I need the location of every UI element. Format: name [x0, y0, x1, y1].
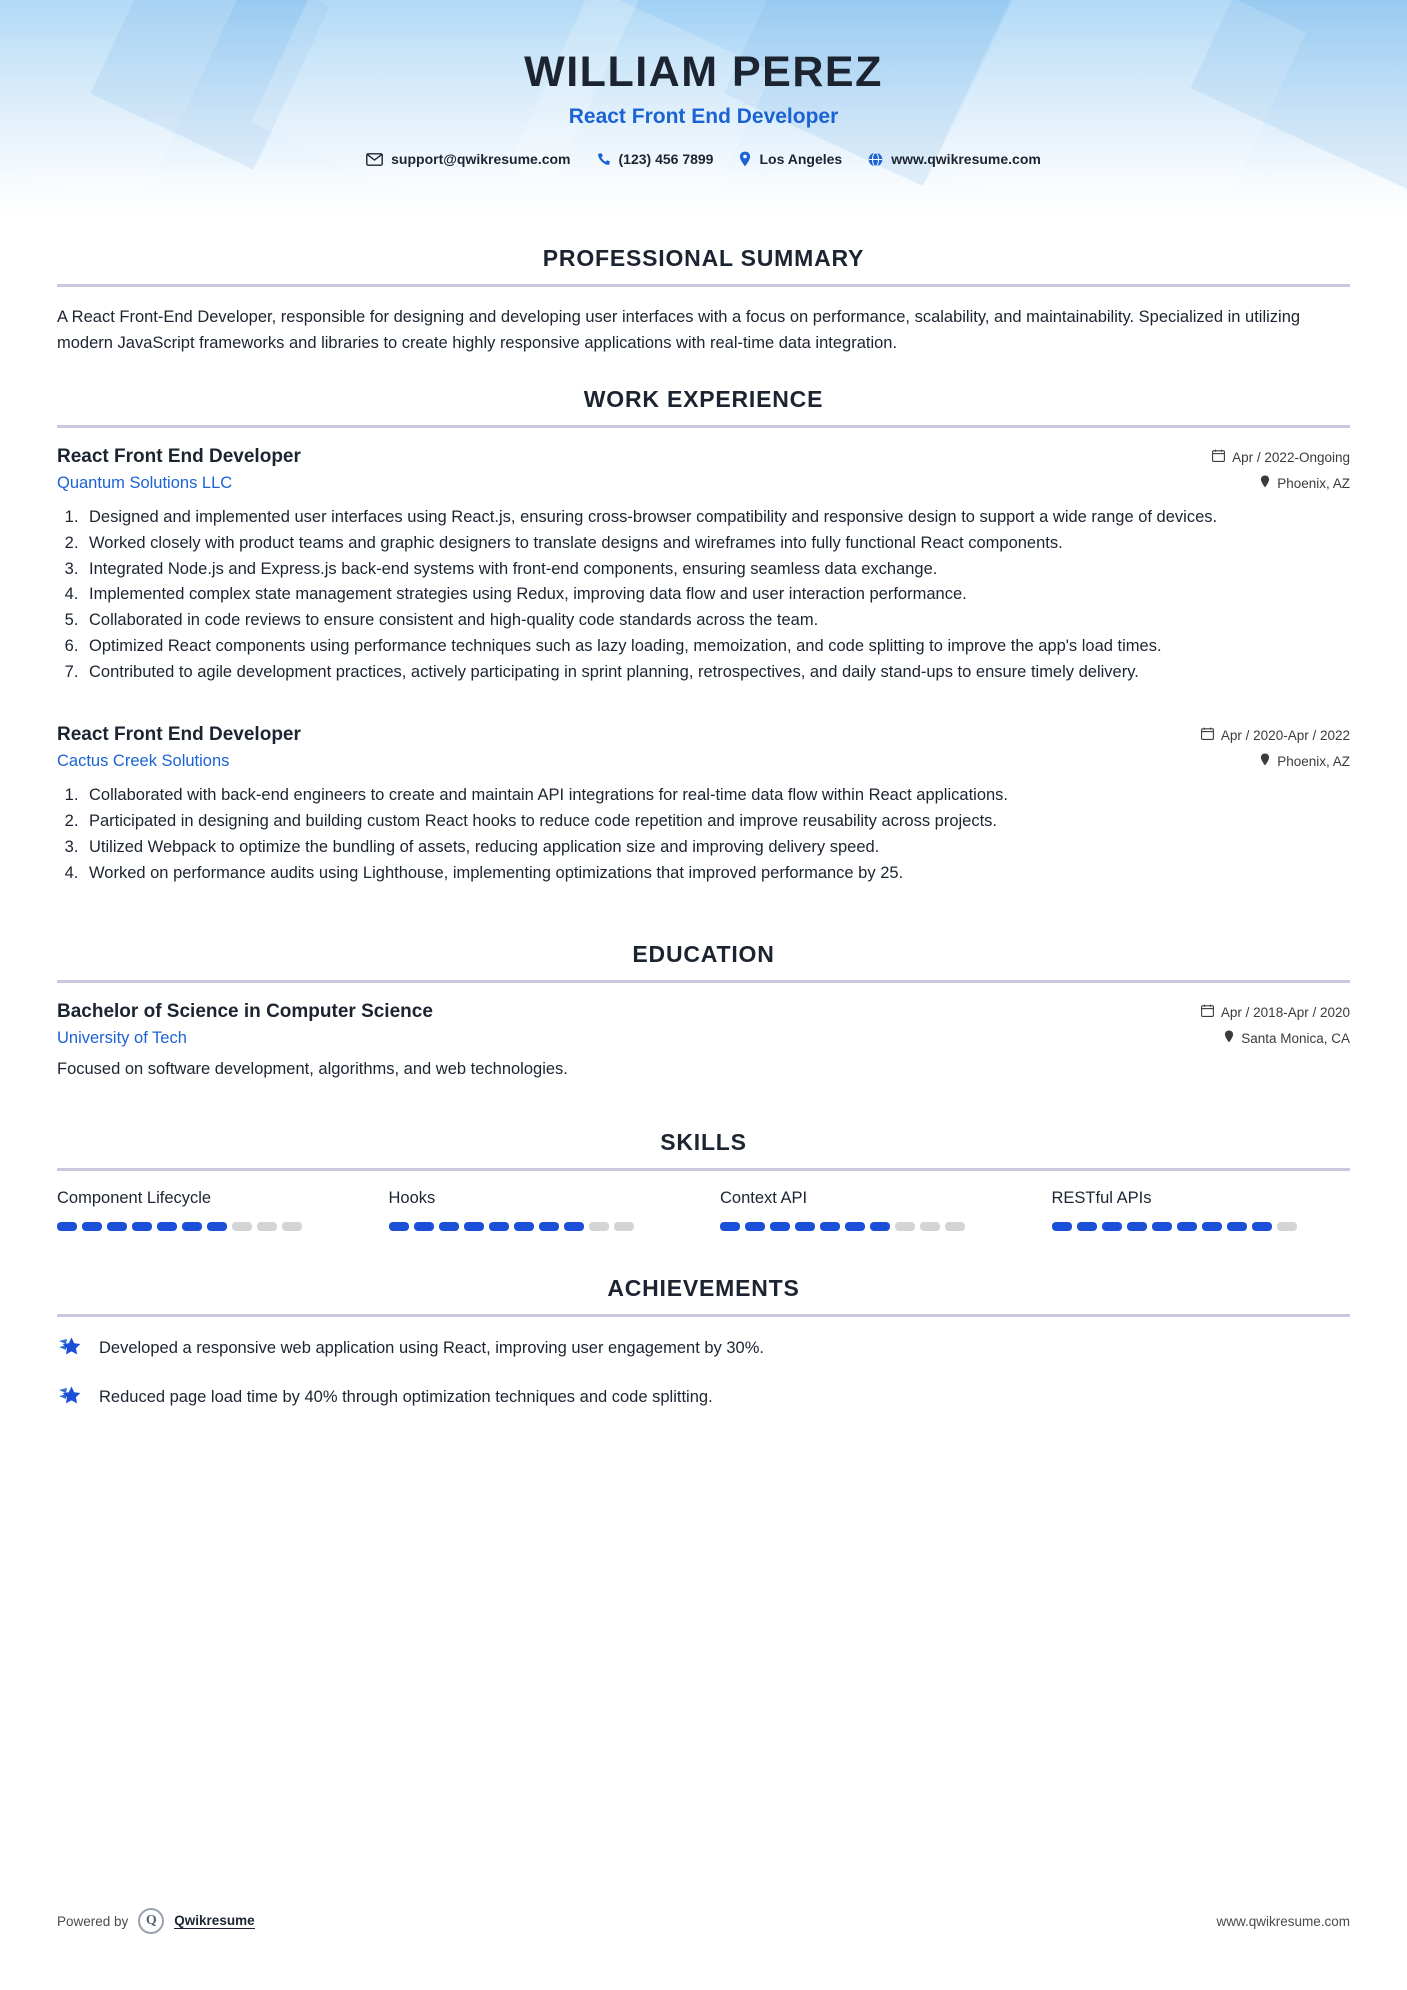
- contact-email[interactable]: [366, 151, 570, 167]
- summary-text: A React Front-End Developer, responsible for designing and developing user interfaces with a focus on performance, scalability, and maintainability. Specialized in utilizing modern JavaScript frameworks and libraries to create highly responsive applications with real-time data integration.: [57, 308, 1301, 352]
- skill-dot: [489, 1222, 509, 1231]
- skill-dot: [232, 1222, 252, 1231]
- bullet-item: 3. Integrated Node.js and Express.js back-end systems with front-end components, ensuring seamless data exchange.: [83, 557, 1350, 582]
- skill-dot: [1227, 1222, 1247, 1231]
- experience-role: React Front End Developer: [57, 724, 301, 746]
- experience-location: Phoenix, AZ: [1277, 753, 1350, 769]
- education-school: University of Tech: [57, 1029, 187, 1048]
- contact-location-text: Los Angeles: [759, 151, 843, 167]
- achievement-item: [57, 1335, 1350, 1364]
- star-badge-icon: [57, 1384, 83, 1413]
- bullet-item: 7. Contributed to agile development practices, actively participating in sprint planning, retrospectives, and daily stand-ups to ensure timely delivery.: [83, 660, 1350, 685]
- bullet-item: 4. Implemented complex state management strategies using Redux, improving data flow and user interaction performance.: [83, 582, 1350, 607]
- skill-item: [1052, 1189, 1351, 1231]
- skill-name: Component Lifecycle: [57, 1189, 212, 1208]
- experience-entry: [57, 724, 1350, 885]
- achievement-text: Developed a responsive web application using React, improving user engagement by 30%.: [99, 1339, 764, 1358]
- skill-item: [389, 1189, 688, 1231]
- skill-dot: [564, 1222, 584, 1231]
- skill-dot: [257, 1222, 277, 1231]
- experience-company: Cactus Creek Solutions: [57, 752, 230, 771]
- location-pin-icon: [739, 151, 751, 167]
- skill-dot: [1177, 1222, 1197, 1231]
- experience-dates: Apr / 2022-Ongoing: [1232, 449, 1350, 465]
- experience-bullets: [83, 783, 1350, 885]
- location-pin-icon: [1260, 753, 1270, 769]
- powered-by-block: [57, 1908, 255, 1934]
- skill-dot: [132, 1222, 152, 1231]
- experience-location-wrap: [1260, 475, 1350, 491]
- skill-name: Hooks: [388, 1189, 436, 1208]
- globe-icon: [868, 152, 883, 167]
- experience-dates: Apr / 2020-Apr / 2022: [1220, 727, 1350, 743]
- achievement-item: [57, 1384, 1350, 1413]
- skill-dot: [795, 1222, 815, 1231]
- bullet-item: 2. Worked closely with product teams and graphic designers to translate designs and wireframes into fully functional React components.: [83, 531, 1350, 556]
- calendar-icon: [1212, 449, 1225, 465]
- skill-level-dots: [720, 1222, 1019, 1231]
- skill-dot: [57, 1222, 77, 1231]
- education-entry: [57, 1001, 1350, 1079]
- skill-dot: [870, 1222, 890, 1231]
- section-title-skills: SKILLS: [660, 1129, 747, 1156]
- skill-dot: [1052, 1222, 1072, 1231]
- experience-dates-wrap: [1212, 449, 1350, 465]
- skill-level-dots: [1052, 1222, 1351, 1231]
- experience-dates-wrap: [1201, 727, 1350, 743]
- calendar-icon: [1201, 727, 1214, 743]
- contact-phone-text: (123) 456 7899: [618, 151, 714, 167]
- footer: [57, 1908, 1350, 1934]
- header-banner: [0, 0, 1407, 215]
- skill-dot: [820, 1222, 840, 1231]
- skill-level-dots: [389, 1222, 688, 1231]
- qwikresume-logo-icon: Q: [138, 1908, 164, 1934]
- candidate-name: WILLIAM PEREZ: [524, 48, 883, 96]
- bullet-item: 4. Worked on performance audits using Lighthouse, implementing optimizations that improved performance by 25.: [83, 861, 1350, 886]
- skill-dot: [1127, 1222, 1147, 1231]
- skill-dot: [439, 1222, 459, 1231]
- skill-dot: [514, 1222, 534, 1231]
- skill-item: [720, 1189, 1019, 1231]
- skill-dot: [1102, 1222, 1122, 1231]
- skill-dot: [1252, 1222, 1272, 1231]
- education-location: Santa Monica, CA: [1241, 1030, 1350, 1046]
- skill-name: RESTful APIs: [1051, 1189, 1152, 1208]
- divider: [57, 284, 1350, 287]
- skill-dot: [770, 1222, 790, 1231]
- qwikresume-brand-link[interactable]: Qwikresume: [174, 1913, 255, 1928]
- education-degree: Bachelor of Science in Computer Science: [57, 1001, 433, 1023]
- divider: [57, 1314, 1350, 1317]
- skill-level-dots: [57, 1222, 356, 1231]
- resume-body: [0, 245, 1407, 1413]
- section-title-achievements: ACHIEVEMENTS: [607, 1275, 800, 1302]
- bullet-item: 3. Utilized Webpack to optimize the bundling of assets, reducing application size and improving delivery speed.: [83, 835, 1350, 860]
- contact-email-text: support@qwikresume.com: [391, 151, 571, 167]
- star-badge-icon: [57, 1335, 83, 1364]
- experience-location-wrap: [1260, 753, 1350, 769]
- location-pin-icon: [1260, 475, 1270, 491]
- divider: [57, 980, 1350, 983]
- skill-dot: [282, 1222, 302, 1231]
- phone-icon: [597, 152, 611, 166]
- bullet-item: 6. Optimized React components using performance techniques such as lazy loading, memoization, and code splitting to improve the app's load times.: [83, 634, 1350, 659]
- skill-dot: [539, 1222, 559, 1231]
- skill-dot: [157, 1222, 177, 1231]
- skills-grid: [57, 1189, 1350, 1231]
- skill-dot: [207, 1222, 227, 1231]
- education-location-wrap: [1224, 1030, 1350, 1046]
- skill-dot: [464, 1222, 484, 1231]
- bullet-item: 1. Collaborated with back-end engineers to create and maintain API integrations for real-time data flow within React applications.: [83, 783, 1350, 808]
- skill-dot: [182, 1222, 202, 1231]
- section-title-summary: PROFESSIONAL SUMMARY: [542, 245, 865, 271]
- candidate-job-title: React Front End Developer: [568, 105, 839, 128]
- experience-entry: [57, 446, 1350, 684]
- section-title-experience: WORK EXPERIENCE: [583, 386, 824, 413]
- skill-dot: [920, 1222, 940, 1231]
- skill-dot: [107, 1222, 127, 1231]
- skill-dot: [82, 1222, 102, 1231]
- experience-bullets: [83, 505, 1350, 684]
- contact-website[interactable]: [868, 151, 1041, 167]
- education-description: Focused on software development, algorithms, and web technologies.: [57, 1060, 568, 1079]
- experience-company: Quantum Solutions LLC: [57, 474, 233, 493]
- skill-dot: [745, 1222, 765, 1231]
- section-title-education: EDUCATION: [632, 941, 775, 968]
- location-pin-icon: [1224, 1030, 1234, 1046]
- achievement-text: Reduced page load time by 40% through optimization techniques and code splitting.: [99, 1388, 713, 1407]
- powered-by-label: Powered by: [57, 1913, 129, 1929]
- footer-website[interactable]: www.qwikresume.com: [1216, 1913, 1350, 1929]
- bullet-item: 2. Participated in designing and building custom React hooks to reduce code repetition and improve reusability across projects.: [83, 809, 1350, 834]
- skill-dot: [720, 1222, 740, 1231]
- education-dates: Apr / 2018-Apr / 2020: [1220, 1004, 1350, 1020]
- skill-dot: [1277, 1222, 1297, 1231]
- spacer: [57, 690, 1350, 724]
- experience-role: React Front End Developer: [57, 446, 301, 468]
- skill-dot: [389, 1222, 409, 1231]
- education-dates-wrap: [1201, 1004, 1350, 1020]
- calendar-icon: [1201, 1004, 1214, 1020]
- skill-dot: [1077, 1222, 1097, 1231]
- contact-row: [0, 151, 1407, 167]
- skill-dot: [1152, 1222, 1172, 1231]
- bullet-item: 1. Designed and implemented user interfaces using React.js, ensuring cross-browser compatibility and responsive design to support a wide range of devices.: [83, 505, 1350, 530]
- contact-location[interactable]: [739, 151, 842, 167]
- bullet-item: 5. Collaborated in code reviews to ensure consistent and high-quality code standards across the team.: [83, 608, 1350, 633]
- skill-dot: [945, 1222, 965, 1231]
- skill-dot: [1202, 1222, 1222, 1231]
- divider: [57, 1168, 1350, 1171]
- skill-name: Context API: [720, 1189, 808, 1208]
- divider: [57, 425, 1350, 428]
- skill-dot: [414, 1222, 434, 1231]
- skill-dot: [589, 1222, 609, 1231]
- experience-location: Phoenix, AZ: [1277, 475, 1350, 491]
- skill-item: [57, 1189, 356, 1231]
- skill-dot: [845, 1222, 865, 1231]
- skill-dot: [614, 1222, 634, 1231]
- contact-phone[interactable]: [597, 151, 714, 167]
- skill-dot: [895, 1222, 915, 1231]
- contact-website-text: www.qwikresume.com: [891, 151, 1041, 167]
- email-icon: [366, 153, 383, 166]
